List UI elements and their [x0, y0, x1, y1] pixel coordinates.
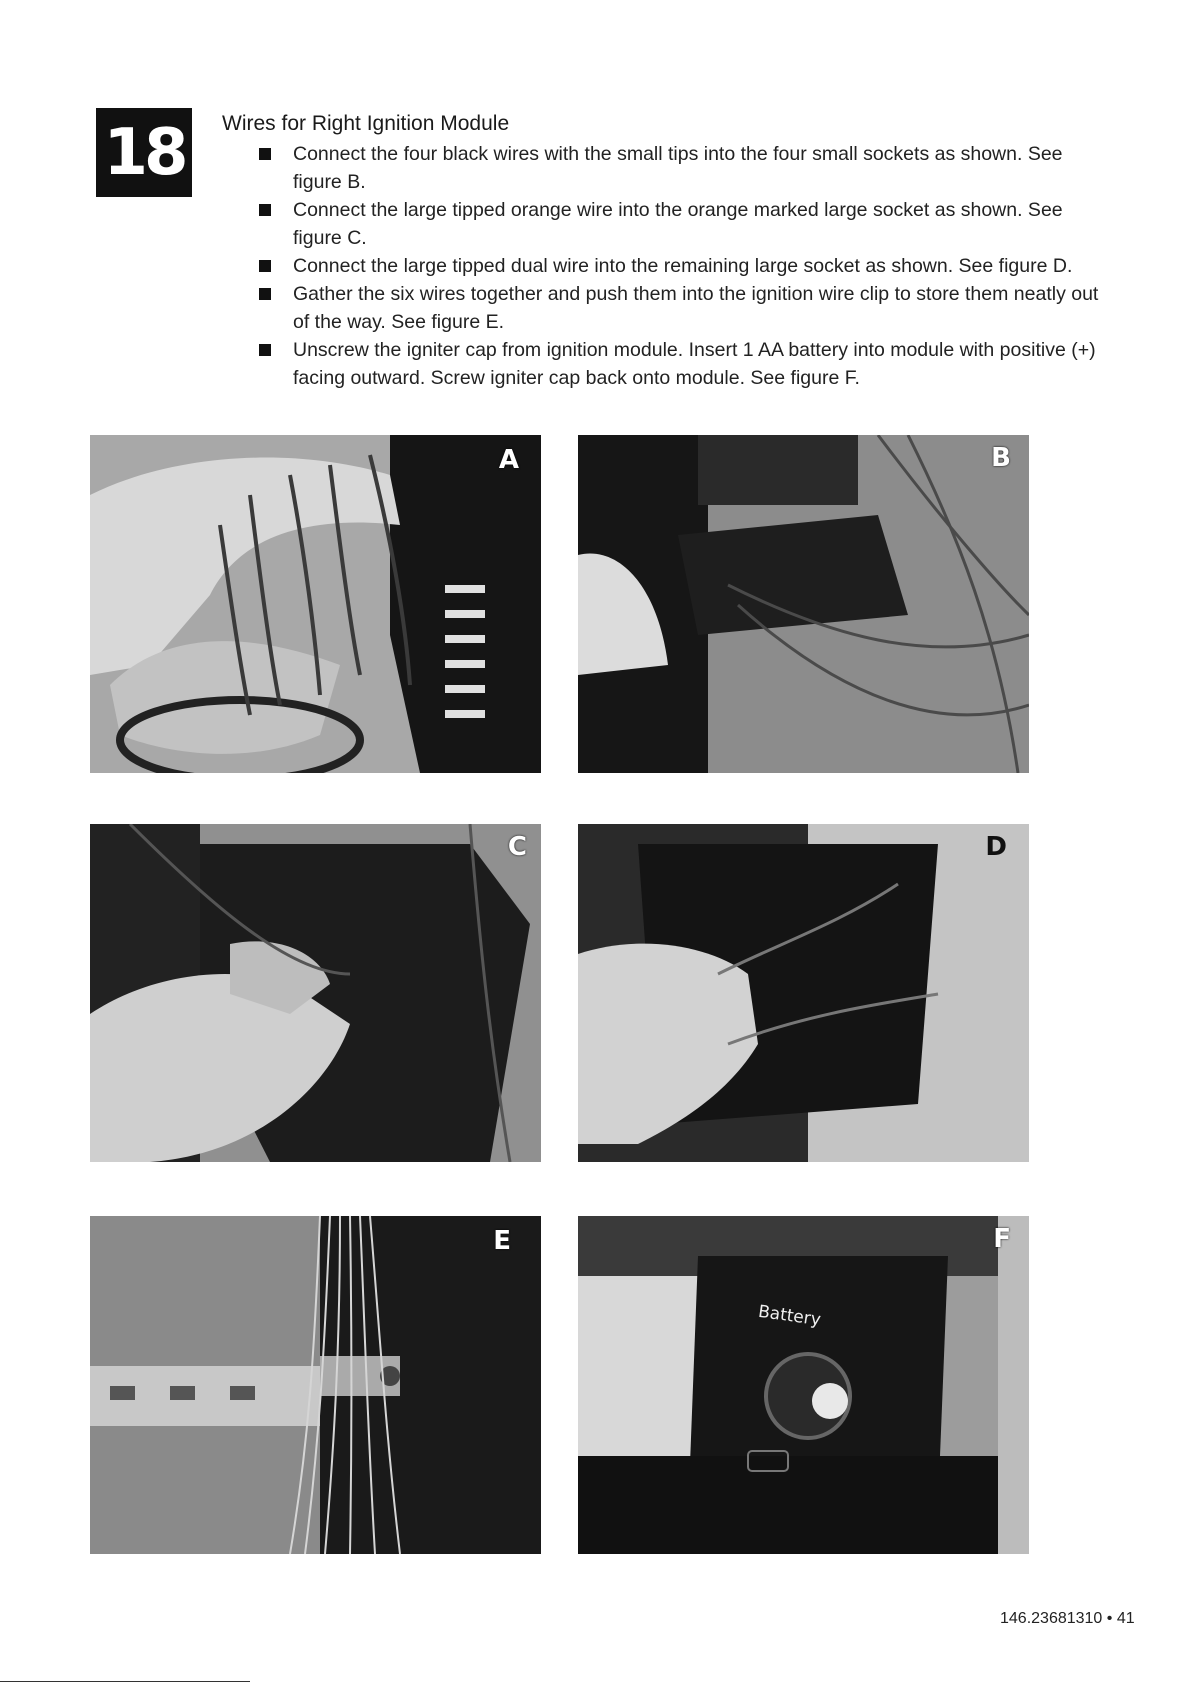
bottom-divider	[0, 1681, 250, 1682]
instruction-item: Connect the large tipped orange wire into the orange marked large socket as shown. See figure C.	[256, 196, 1100, 252]
figure-d-illustration	[578, 824, 1029, 1162]
figure-c-illustration	[90, 824, 541, 1162]
figure-f-photo	[578, 1216, 1029, 1554]
page-footer: 146.23681310 • 41	[1000, 1610, 1135, 1627]
figure-a-photo	[90, 435, 541, 773]
figure-label: D	[985, 832, 1007, 862]
instruction-item: Connect the four black wires with the small tips into the four small sockets as shown. See figure B.	[256, 140, 1100, 196]
instruction-item: Connect the large tipped dual wire into the remaining large socket as shown. See figure D.	[256, 252, 1100, 280]
instruction-list	[256, 140, 1100, 392]
figure-label: F	[993, 1224, 1011, 1254]
figure-label: E	[493, 1226, 511, 1256]
figure-b-photo	[578, 435, 1029, 773]
figure-a-illustration	[90, 435, 541, 773]
instruction-item: Gather the six wires together and push them into the ignition wire clip to store them neatly out of the way. See figure E.	[256, 280, 1100, 336]
figure-e-illustration	[90, 1216, 541, 1554]
figure-f-illustration	[578, 1216, 1029, 1554]
section-title: Wires for Right Ignition Module	[222, 112, 510, 135]
figure-label: B	[991, 443, 1011, 473]
figure-b-illustration	[578, 435, 1029, 773]
battery-label: Battery	[756, 1301, 823, 1331]
step-number-badge: 18	[96, 108, 192, 197]
figure-label: C	[507, 832, 527, 862]
figure-d-photo	[578, 824, 1029, 1162]
figure-label: A	[498, 445, 519, 475]
figure-c-photo	[90, 824, 541, 1162]
instruction-item: Unscrew the igniter cap from ignition module. Insert 1 AA battery into module with positive (+) facing outward. Screw igniter cap back onto module. See figure F.	[256, 336, 1100, 392]
figure-e-photo	[90, 1216, 541, 1554]
